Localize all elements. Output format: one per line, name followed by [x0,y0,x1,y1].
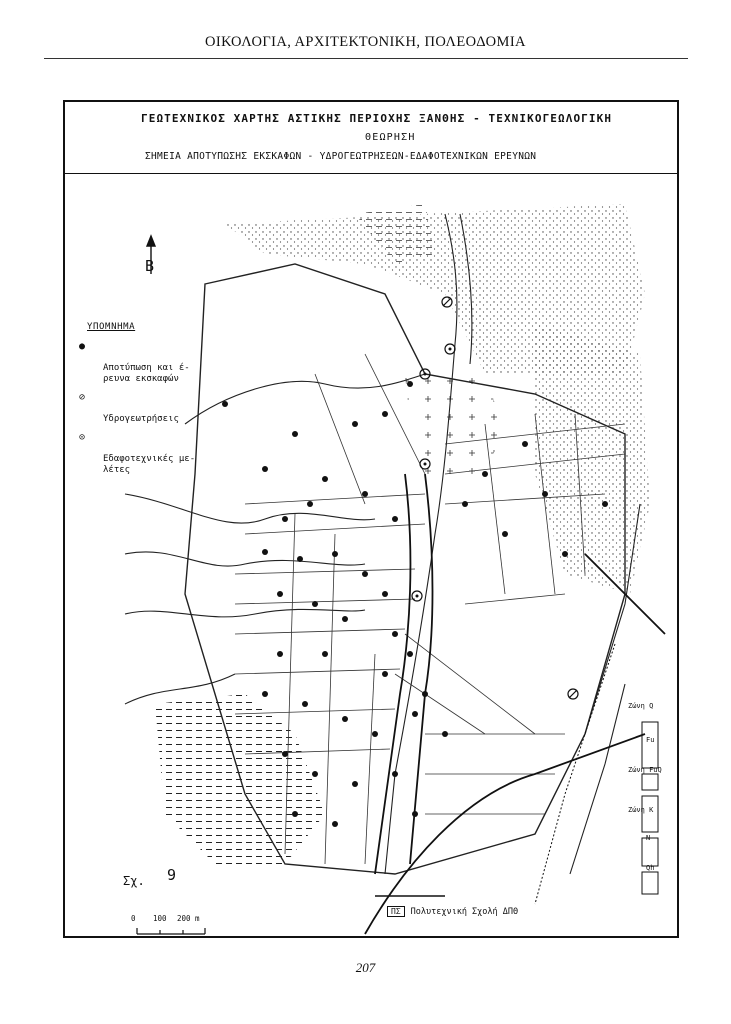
map-title-line-2: ΘΕΩΡΗΣΗ [365,132,416,143]
zone-label-n: N [646,834,651,842]
legend [77,322,227,483]
legend-item-excavation [77,341,227,385]
legend-item-drilling [77,392,227,425]
map-title-box [65,102,677,174]
city-map [65,174,677,936]
zone-label-qh: Qh [646,864,655,872]
scale-label-200: 200 m [177,914,200,923]
scale-label-0: 0 [131,914,136,923]
soil-study-circle-dot-icon: ⊙ [79,432,86,443]
legend-item-soil-study [77,432,227,476]
zone-label-q: Ζώνη Q [628,702,654,710]
scale-bar [137,928,205,934]
polytechnic-label: Πολυτεχνική Σχολή ΔΠΘ [410,907,519,917]
legend-label-excavation: Αποτύπωση και έ- ρευνα εκσκαφών [103,363,190,384]
zone-label-k: Ζώνη K [628,806,654,814]
map-figure-frame [63,100,679,938]
polytechnic-note [387,906,518,917]
drilling-circle-slash-icon: ⊘ [79,392,86,403]
map-title-line-1: ΓΕΩΤΕΧΝΙΚΟΣ ΧΑΡΤΗΣ ΑΣΤΙΚΗΣ ΠΕΡΙΟΧΗΣ ΞΑΝΘΗΣ - ΤΕΧΝΙΚΟΓΕΩΛΟΓΙΚΗ [141,112,613,125]
north-label: Β [145,257,155,275]
polytechnic-abbr-box: ΠΣ [387,906,405,917]
zone-label-fu: Fu [646,736,655,744]
excavation-dot-icon: ● [79,341,86,352]
legend-label-drilling: Υδρογεωτρήσεις [103,414,179,424]
scale-label-100: 100 [153,914,167,923]
figure-number: 9 [167,866,177,884]
map-subtitle: ΣΗΜΕΙΑ ΑΠΟΤΥΠΩΣΗΣ ΕΚΣΚΑΦΩΝ - ΥΔΡΟΓΕΩΤΡΗΣΕΩΝ-ΕΔΑΦΟΤΕΧΝΙΚΩΝ ΕΡΕΥΝΩΝ [145,151,537,162]
running-head: ΟΙΚΟΛΟΓΙΑ, ΑΡΧΙΤΕΚΤΟΝΙΚΗ, ΠΟΛΕΟΔΟΜΙΑ [205,34,526,50]
figure-label: Σχ. [123,874,145,888]
running-head-rule [44,58,688,59]
zone-label-fuq: Ζώνη FuQ [628,766,662,774]
legend-title: ΥΠΟΜΝΗΜΑ [87,322,136,332]
page-number: 207 [355,960,376,975]
legend-label-soil-study: Εδαφοτεχνικές με- λέτες [103,454,196,475]
